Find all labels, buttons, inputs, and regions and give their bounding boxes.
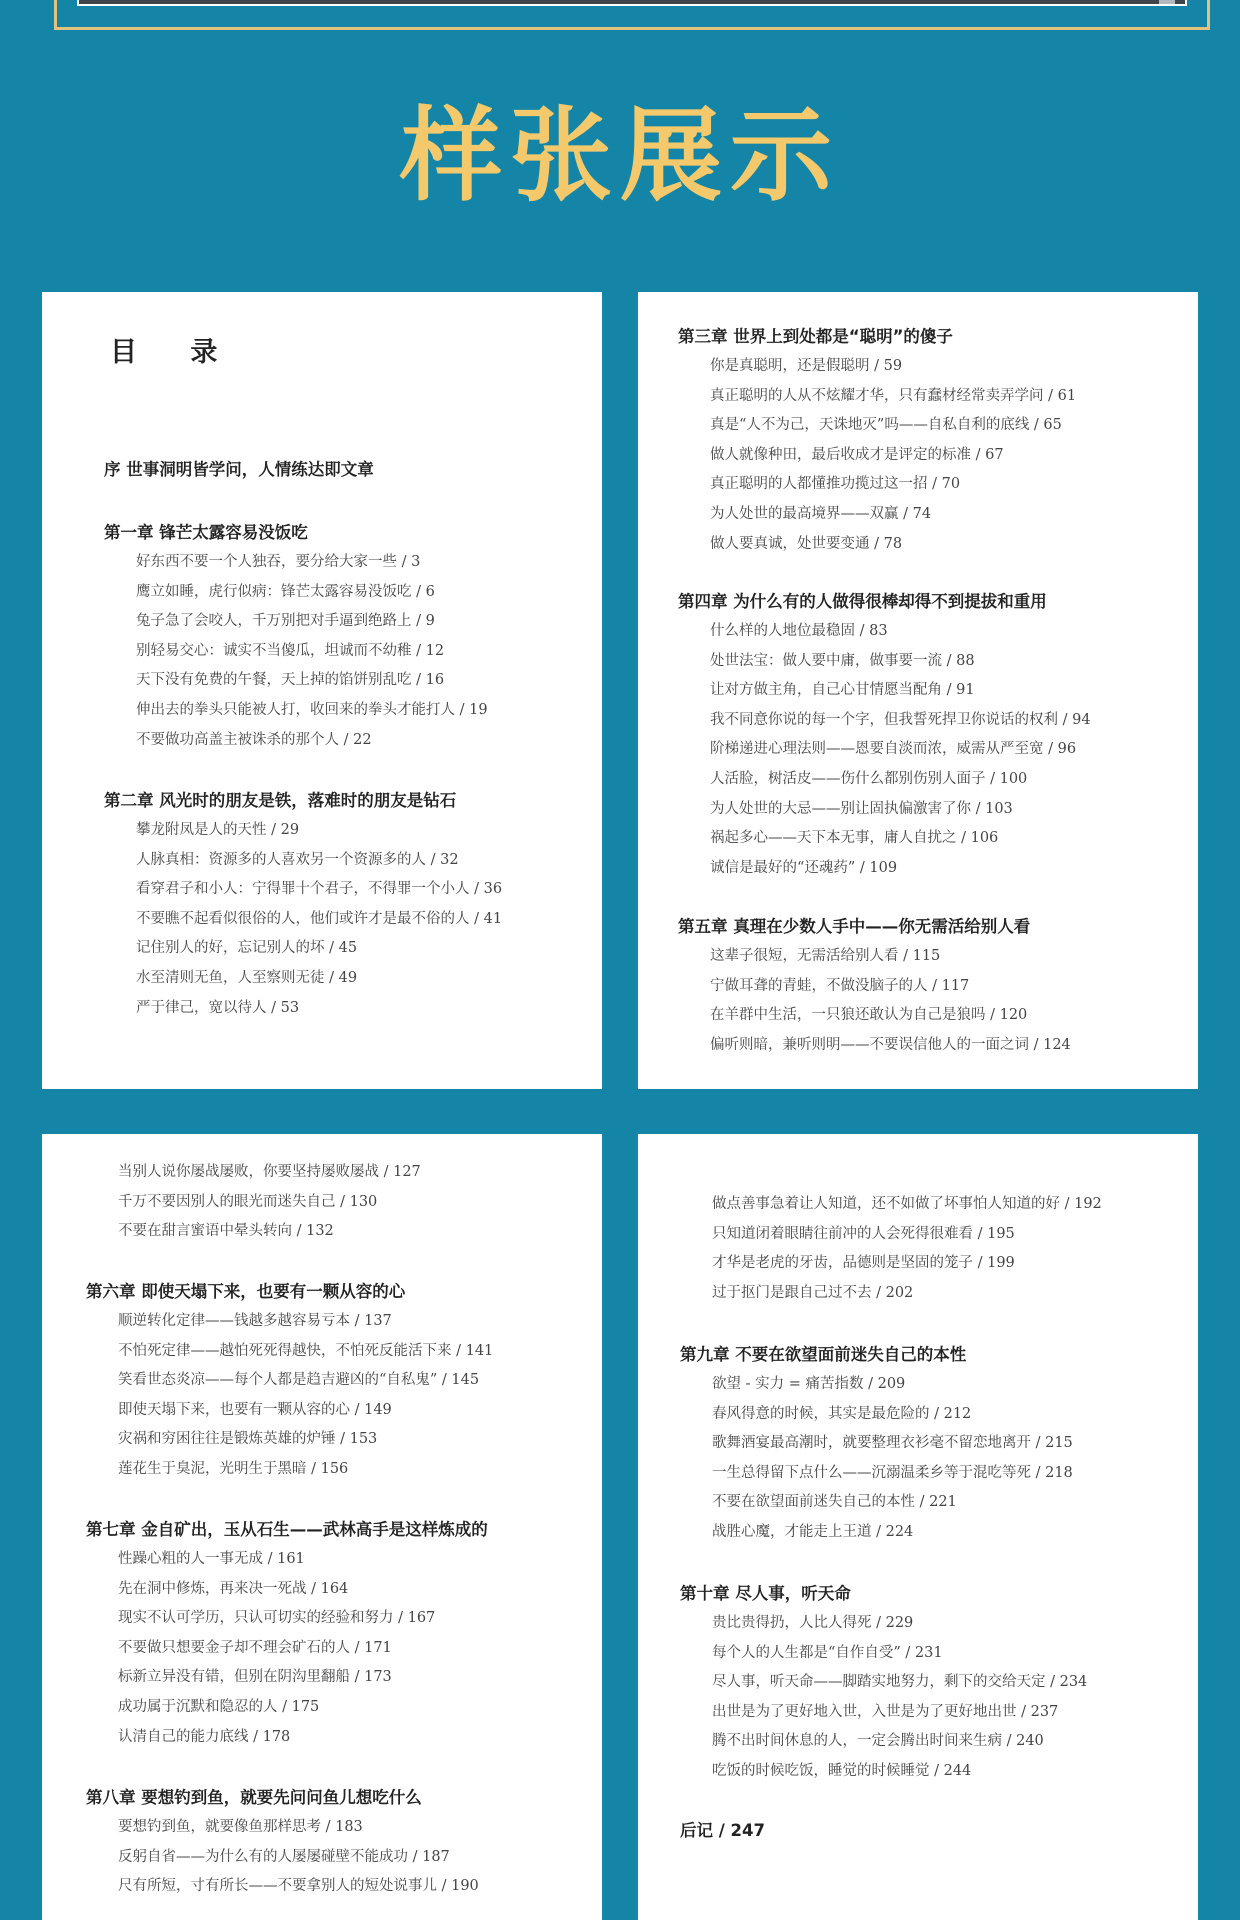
toc-entry: 贵比贵得扔，人比人得死 / 229: [712, 1615, 914, 1631]
toc-entry: 一生总得留下点什么——沉溺温柔乡等于混吃等死 / 218: [712, 1464, 1073, 1481]
toc-entry: 宁做耳聋的青蛙，不做没脑子的人 / 117: [710, 977, 970, 994]
chapter-heading: 第五章 真理在少数人手中——你无需活给别人看: [678, 917, 1031, 936]
toc-entry: 现实不认可学历，只认可切实的经验和努力 / 167: [118, 1610, 436, 1627]
toc-entry: 兔子急了会咬人，千万别把对手逼到绝路上 / 9: [136, 613, 435, 630]
toc-entry: 我不同意你说的每一个字，但我誓死捍卫你说话的权利 / 94: [710, 711, 1091, 728]
toc-entry: 即使天塌下来，也要有一颗从容的心 / 149: [118, 1401, 392, 1418]
toc-entry: 什么样的人地位最稳固 / 83: [710, 623, 888, 639]
chapter-heading: 第八章 要想钓到鱼，就要先问问鱼儿想吃什么: [86, 1788, 422, 1807]
toc-entry: 出世是为了更好地入世，入世是为了更好地出世 / 237: [712, 1703, 1059, 1720]
toc-entry: 真正聪明的人都懂推功揽过这一招 / 70: [710, 476, 961, 493]
toc-entry: 腾不出时间休息的人，一定会腾出时间来生病 / 240: [712, 1733, 1044, 1750]
toc-entry: 笑看世态炎凉——每个人都是趋吉避凶的“自私鬼” / 145: [118, 1372, 480, 1389]
toc-entry: 真正聪明的人从不炫耀才华，只有蠢材经常卖弄学问 / 61: [710, 387, 1077, 404]
toc-entry: 不怕死定律——越怕死死得越快，不怕死反能活下来 / 141: [118, 1342, 494, 1359]
toc-entry: 记住别人的好，忘记别人的坏 / 45: [136, 940, 358, 957]
toc-chapter-6: [86, 1277, 602, 1485]
toc-entry: 人活脸，树活皮——伤什么都别伤别人面子 / 100: [710, 770, 1028, 787]
toc-entry: 做人就像种田，最后收成才是评定的标准 / 67: [710, 446, 1004, 463]
toc-entry: 先在洞中修炼，再来决一死战 / 164: [118, 1580, 349, 1597]
toc-entry: 认清自己的能力底线 / 178: [118, 1728, 291, 1745]
toc-entry: 偏听则暗，兼听则明——不要误信他人的一面之词 / 124: [710, 1036, 1071, 1053]
toc-entry: 过于抠门是跟自己过不去 / 202: [712, 1284, 914, 1301]
chapter-heading: 第二章 风光时的朋友是铁，落难时的朋友是钻石: [104, 791, 457, 810]
toc-entry: 顺逆转化定律——钱越多越容易亏本 / 137: [118, 1313, 392, 1329]
toc-page-3: [42, 1134, 602, 1920]
toc-entry: 灾祸和穷困往往是锻炼英雄的炉锤 / 153: [118, 1431, 378, 1448]
chapter-heading: 第六章 即使天塌下来，也要有一颗从容的心: [86, 1282, 406, 1301]
chapter-heading: 第三章 世界上到处都是“聪明”的傻子: [678, 327, 953, 346]
toc-entry: 欲望 - 实力 = 痛苦指数 / 209: [712, 1376, 906, 1392]
toc-entry: 伸出去的拳头只能被人打，收回来的拳头才能打人 / 19: [136, 701, 488, 718]
chapter-heading: 第十章 尽人事，听天命: [680, 1584, 851, 1603]
toc-entry: 好东西不要一个人独吞，要分给大家一些 / 3: [136, 554, 421, 570]
chapter-heading: 第九章 不要在欲望面前迷失自己的本性: [680, 1345, 967, 1364]
toc-entry: 战胜心魔，才能走上王道 / 224: [712, 1523, 914, 1540]
toc-entry: 人脉真相：资源多的人喜欢另一个资源多的人 / 32: [136, 851, 459, 868]
toc-chapter-8-continued: [680, 1190, 1198, 1308]
toc-chapter-10: [680, 1579, 1198, 1787]
toc-entry: 才华是老虎的牙齿，品德则是坚固的笼子 / 199: [712, 1255, 1015, 1272]
toc-entry: 处世法宝：做人要中庸，做事要一流 / 88: [710, 652, 975, 669]
toc-entry: 只知道闭着眼睛往前冲的人会死得很难看 / 195: [712, 1225, 1015, 1242]
toc-entry: 春风得意的时候，其实是最危险的 / 212: [712, 1405, 972, 1422]
toc-chapter-5: [678, 912, 1198, 1060]
toc-entry: 攀龙附凤是人的天性 / 29: [136, 822, 300, 838]
toc-entry: 这辈子很短，无需活给别人看 / 115: [710, 948, 941, 964]
toc-entry: 要想钓到鱼，就要像鱼那样思考 / 183: [118, 1819, 363, 1835]
toc-page-1: [42, 292, 602, 1089]
chapter-heading: 第一章 锋芒太露容易没饭吃: [104, 523, 308, 542]
toc-entry: 不要做只想要金子却不理会矿石的人 / 171: [118, 1639, 392, 1656]
toc-entry: 不要瞧不起看似很俗的人，他们或许才是最不俗的人 / 41: [136, 910, 503, 927]
chapter-heading: 第七章 金自矿出，玉从石生——武林高手是这样炼成的: [86, 1520, 488, 1539]
toc-chapter-2: [104, 786, 602, 1023]
toc-entry: 莲花生于臭泥，光明生于黑暗 / 156: [118, 1460, 349, 1477]
toc-entry: 鹰立如睡，虎行似病：锋芒太露容易没饭吃 / 6: [136, 583, 435, 600]
toc-entry: 你是真聪明，还是假聪明 / 59: [710, 358, 903, 374]
chapter-heading: 第四章 为什么有的人做得很棒却得不到提拔和重用: [678, 592, 1047, 611]
toc-preface: [104, 455, 602, 485]
toc-entry: 成功属于沉默和隐忍的人 / 175: [118, 1698, 320, 1715]
toc-entry: 在羊群中生活，一只狼还敢认为自己是狼吗 / 120: [710, 1007, 1028, 1024]
preface-heading: 序 世事洞明皆学问，人情练达即文章: [104, 460, 374, 479]
toc-entry: 让对方做主角，自己心甘情愿当配角 / 91: [710, 682, 975, 699]
toc-chapter-8: [86, 1783, 602, 1902]
top-image-strip: [77, 0, 1187, 6]
toc-entry: 吃饭的时候吃饭，睡觉的时候睡觉 / 244: [712, 1762, 972, 1779]
toc-entry: 当别人说你屡战屡败，你要坚持屡败屡战 / 127: [118, 1164, 421, 1180]
toc-title: 目 录: [110, 337, 240, 368]
toc-entry: 反躬自省——为什么有的人屡屡碰壁不能成功 / 187: [118, 1848, 450, 1865]
section-title: 样张展示: [400, 97, 840, 216]
toc-entry: 水至清则无鱼，人至察则无徒 / 49: [136, 969, 358, 986]
toc-page-4: [638, 1134, 1198, 1920]
toc-entry: 不要做功高盖主被诛杀的那个人 / 22: [136, 731, 372, 748]
toc-entry: 性躁心粗的人一事无成 / 161: [118, 1551, 305, 1567]
toc-entry: 不要在甜言蜜语中晕头转向 / 132: [118, 1223, 334, 1240]
toc-chapter-9: [680, 1340, 1198, 1548]
toc-entry: 真是“人不为己，天诛地灭”吗——自私自利的底线 / 65: [710, 417, 1062, 434]
toc-entry: 做人要真诚，处世要变通 / 78: [710, 535, 903, 552]
toc-entry: 为人处世的最高境界——双赢 / 74: [710, 505, 932, 522]
toc-entry: 祸起多心——天下本无事，庸人自扰之 / 106: [710, 830, 999, 847]
toc-entry: 千万不要因别人的眼光而迷失自己 / 130: [118, 1193, 378, 1210]
toc-chapter-5-continued: [86, 1158, 602, 1247]
toc-chapter-4: [678, 587, 1198, 883]
toc-entry: 做点善事急着让人知道，还不如做了坏事怕人知道的好 / 192: [712, 1196, 1102, 1212]
toc-page-2: [638, 292, 1198, 1089]
toc-entry: 不要在欲望面前迷失自己的本性 / 221: [712, 1494, 957, 1511]
toc-entry: 天下没有免费的午餐，天上掉的馅饼别乱吃 / 16: [136, 672, 445, 689]
toc-entry: 看穿君子和小人：宁得罪十个君子，不得罪一个小人 / 36: [136, 881, 503, 898]
afterword-heading: 后记 / 247: [680, 1821, 765, 1840]
toc-entry: 尽人事，听天命——脚踏实地努力，剩下的交给天定 / 234: [712, 1674, 1088, 1691]
toc-entry: 歌舞酒宴最高潮时，就要整理衣衫毫不留恋地离开 / 215: [712, 1435, 1073, 1452]
toc-entry: 标新立异没有错，但别在阴沟里翻船 / 173: [118, 1669, 392, 1686]
toc-entry: 诚信是最好的“还魂药” / 109: [710, 859, 898, 876]
toc-entry: 尺有所短，寸有所长——不要拿别人的短处说事儿 / 190: [118, 1878, 479, 1895]
toc-entry: 严于律己，宽以待人 / 53: [136, 999, 300, 1016]
toc-chapter-1: [104, 518, 602, 755]
top-image-frame: [54, 0, 1210, 30]
toc-entry: 为人处世的大忌——别让固执偏激害了你 / 103: [710, 800, 1013, 817]
toc-chapter-3: [678, 322, 1198, 559]
toc-entry: 阶梯递进心理法则——恩要自淡而浓，威需从严至宽 / 96: [710, 741, 1077, 758]
toc-entry: 每个人的人生都是“自作自受” / 231: [712, 1644, 943, 1661]
toc-entry: 别轻易交心：诚实不当傻瓜，坦诚而不幼稚 / 12: [136, 642, 445, 659]
toc-afterword: [680, 1816, 1198, 1846]
toc-chapter-7: [86, 1515, 602, 1752]
